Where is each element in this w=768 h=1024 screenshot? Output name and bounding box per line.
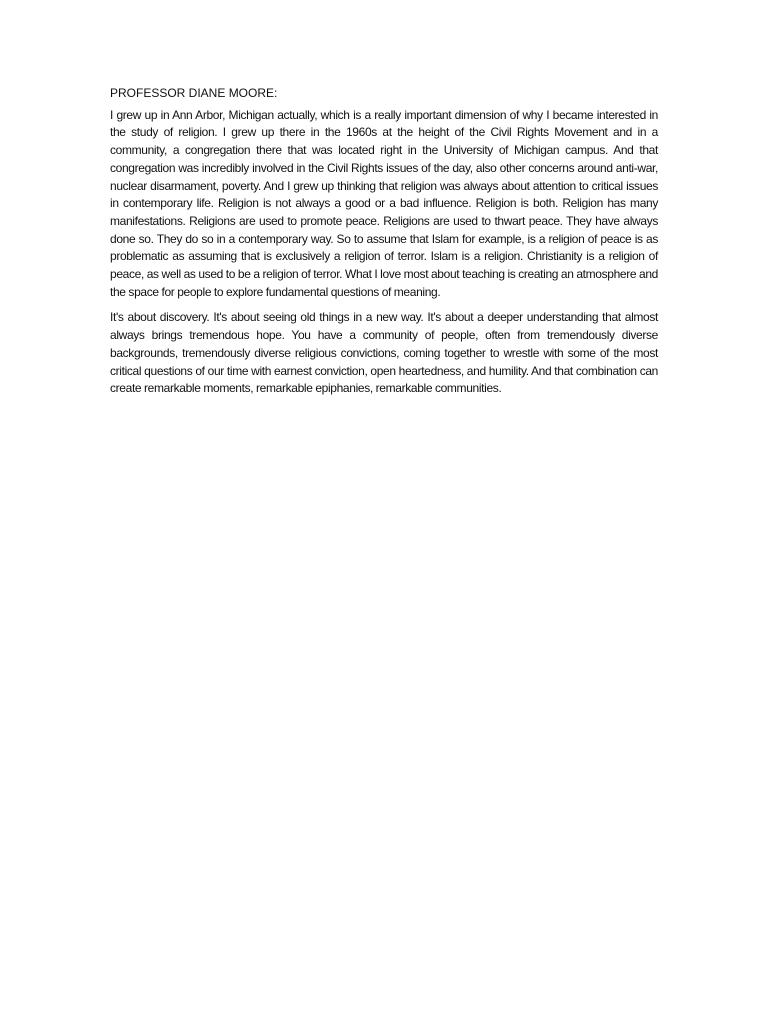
paragraph-2: It's about discovery. It's about seeing old things in a new way. It's about a deeper understanding that almost always brings tremendous hope. You have a community of people, often from tremendously diverse backgrounds, tremendously diverse religious convictions, coming together to wrestle with some of the most critical questions of our time with earnest conviction, open heartedness, and humility. And that combination can create remarkable moments, remarkable epiphanies, remarkable communities. bbox=[110, 310, 658, 396]
speaker-heading: PROFESSOR DIANE MOORE: bbox=[110, 86, 278, 100]
document-body bbox=[110, 85, 658, 406]
paragraph-1: I grew up in Ann Arbor, Michigan actually, which is a really important dimension of why I became interested in the study of religion. I grew up there in the 1960s at the height of the Civil Rights Movement and in a community, a congregation there that was located right in the University of Michigan campus. And that congregation was incredibly involved in the Civil Rights issues of the day, also other concerns around anti-war, nuclear disarmament, poverty. And I grew up thinking that religion was always about attention to critical issues in contemporary life. Religion is not always a good or a bad influence. Religion is both. Religion has many manifestations. Religions are used to promote peace. Religions are used to thwart peace. They have always done so. They do so in a contemporary way. So to assume that Islam for example, is a religion of peace is as problematic as assuming that is exclusively a religion of terror. Islam is a religion. Christianity is a religion of peace, as well as used to be a religion of terror. What I love most about teaching is creating an atmosphere and the space for people to explore fundamental questions of meaning. bbox=[110, 107, 658, 299]
